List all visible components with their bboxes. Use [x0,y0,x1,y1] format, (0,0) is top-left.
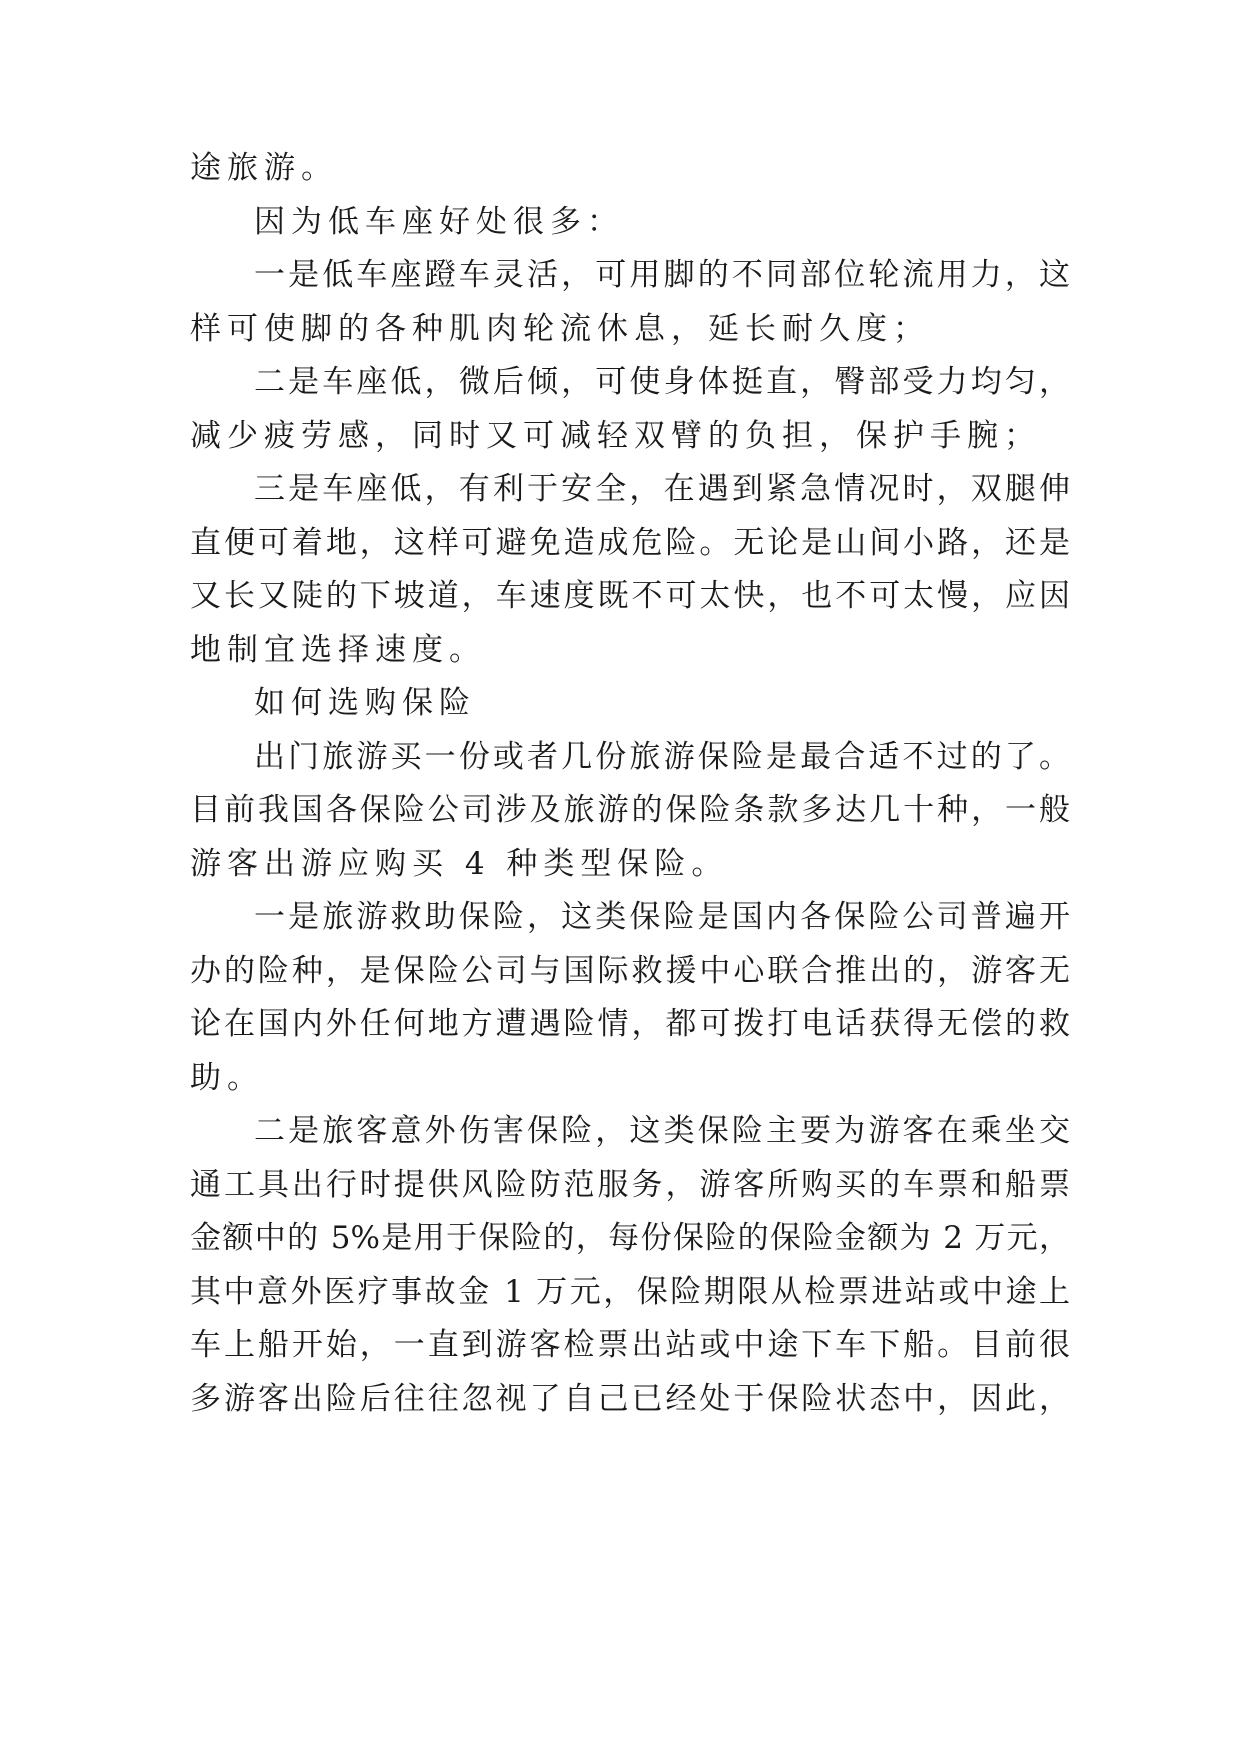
text-line: 通工具出行时提供风险防范服务，游客所购买的车票和船票 [190,1167,1070,1203]
text-line: 出门旅游买一份或者几份旅游保险是最合适不过的了。 [254,739,1070,775]
text-line: 因为低车座好处很多： [254,204,624,240]
text-line: 二是旅客意外伤害保险，这类保险主要为游客在乘坐交 [254,1113,1070,1149]
text-line: 目前我国各保险公司涉及旅游的保险条款多达几十种，一般 [190,792,1070,828]
text-line: 多游客出险后往往忽视了自己已经处于保险状态中，因此， [190,1381,1070,1417]
text-line: 车上船开始，一直到游客检票出站或中途下车下船。目前很 [190,1327,1070,1363]
text-line: 一是低车座蹬车灵活，可用脚的不同部位轮流用力，这 [254,257,1070,293]
text-line: 游客出游应购买 4 种类型保险。 [190,846,729,882]
text-line: 办的险种，是保险公司与国际救援中心联合推出的，游客无 [190,953,1070,989]
text-line: 其中意外医疗事故金 1 万元，保险期限从检票进站或中途上 [190,1274,1070,1310]
text-line: 二是车座低，微后倾，可使身体挺直，臀部受力均匀， [254,364,1070,400]
text-line: 直便可着地，这样可避免造成危险。无论是山间小路，还是 [190,525,1070,561]
text-line: 助。 [190,1060,264,1096]
section-heading: 如何选购保险 [254,685,476,721]
text-line: 金额中的 5%是用于保险的，每份保险的保险金额为 2 万元， [190,1220,1070,1256]
text-line: 样可使脚的各种肌肉轮流休息，延长耐久度； [190,311,930,347]
text-line: 一是旅游救助保险，这类保险是国内各保险公司普遍开 [254,899,1070,935]
text-line: 地制宜选择速度。 [190,632,486,668]
text-line: 论在国内外任何地方遭遇险情，都可拨打电话获得无偿的救 [190,1006,1070,1042]
text-line: 三是车座低，有利于安全，在遇到紧急情况时，双腿伸 [254,471,1070,507]
text-line: 减少疲劳感，同时又可减轻双臂的负担，保护手腕； [190,418,1041,454]
text-line: 又长又陡的下坡道，车速度既不可太快，也不可太慢，应因 [190,578,1070,614]
text-line: 途旅游。 [190,150,338,186]
